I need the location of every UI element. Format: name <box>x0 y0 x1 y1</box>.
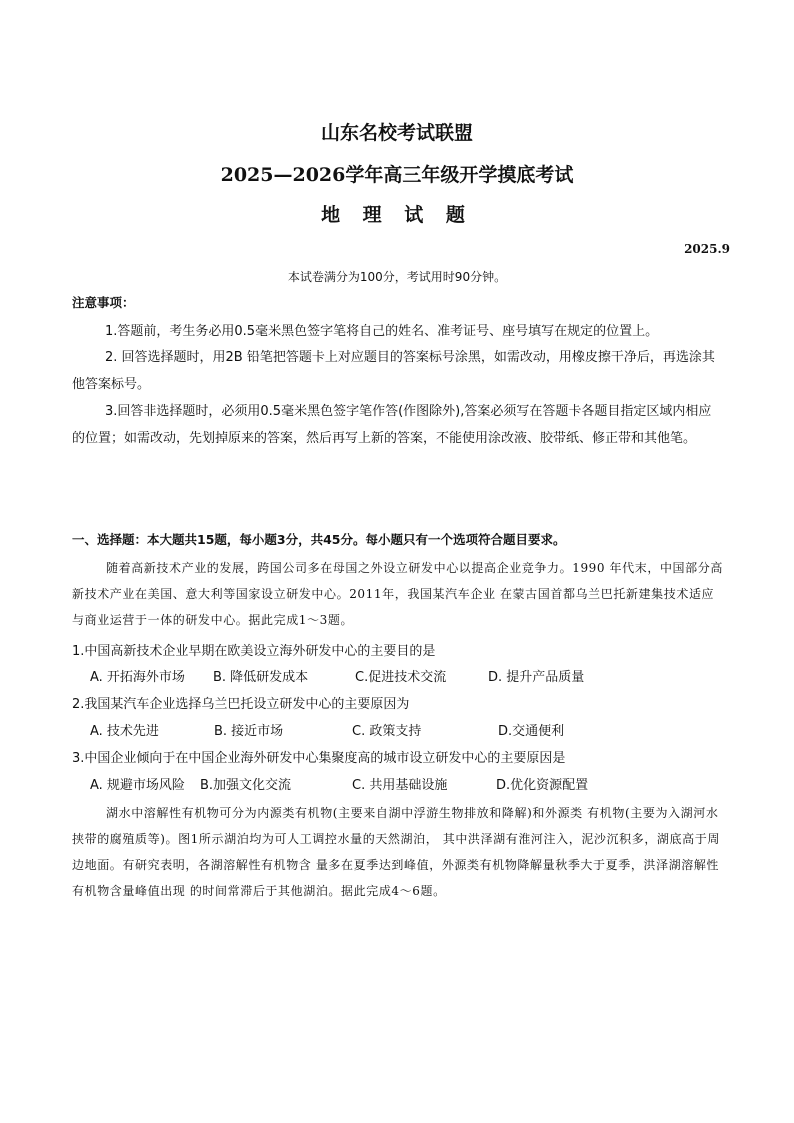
org-title: 山东名校考试联盟 <box>320 122 473 144</box>
q2-option-c: C. 政策支持 <box>352 724 422 739</box>
q3-option-d: D.优化资源配置 <box>496 778 589 793</box>
question-1-options <box>90 666 730 686</box>
q2-option-b: B. 接近市场 <box>214 724 284 739</box>
q1-option-b: B. 降低研发成本 <box>213 670 309 685</box>
section-title: 一、选择题：本大题共15题，每小题3分，共45分。每小题只有一个选项符合题目要求。 <box>72 532 566 547</box>
notice-item-3: 3.回答非选择题时，必须用0.5毫米黑色签字笔作答(作图除外),答案必须写在答题卡各题目指定区域内相应的位置；如需改动，先划掉原来的答案，然后再写上新的答案，不能使用涂改液、胶带纸、修正带和其他笔。 <box>72 404 712 446</box>
passage-1: 随着高新技术产业的发展，跨国公司多在母国之外设立研发中心以提高企业竞争力。1990 年代末，中国部分高新技术产业在美国、意大利等国家设立研发中心。2011年，我国某汽车企业 在蒙古国首都乌兰巴托新建集技术适应与商业运营于一体的研发中心。据此完成1～3题。 <box>72 561 723 627</box>
subject-title: 地 理 试 题 <box>321 204 473 226</box>
notice-item-2: 2. 回答选择题时，用2B 铅笔把答题卡上对应题目的答案标号涂黑，如需改动，用橡皮擦干净后，再选涂其他答案标号。 <box>72 350 715 392</box>
exam-title: 2025—2026学年高三年级开学摸底考试 <box>220 164 574 186</box>
question-2-options <box>90 720 730 740</box>
exam-info: 本试卷满分为100分，考试用时90分钟。 <box>287 270 507 284</box>
q2-option-d: D.交通便利 <box>498 724 565 739</box>
question-3-stem: 3.中国企业倾向于在中国企业海外研发中心集聚度高的城市设立研发中心的主要原因是 <box>72 751 566 766</box>
q1-option-c: C.促进技术交流 <box>355 670 447 685</box>
q3-option-b: B.加强文化交流 <box>200 778 292 793</box>
notice-heading: 注意事项： <box>72 295 135 310</box>
question-1-stem: 1.中国高新技术企业早期在欧美设立海外研发中心的主要目的是 <box>72 644 436 659</box>
question-3-options <box>90 774 730 794</box>
exam-date: 2025.9 <box>684 242 730 256</box>
notice-item-1: 1.答题前，考生务必用0.5毫米黑色签字笔将自己的姓名、准考证号、座号填写在规定的位置上。 <box>105 324 659 339</box>
q2-option-a: A. 技术先进 <box>90 724 159 739</box>
q3-option-c: C. 共用基础设施 <box>352 778 448 793</box>
q1-option-d: D. 提升产品质量 <box>488 670 585 685</box>
q1-option-a: A. 开拓海外市场 <box>90 670 185 685</box>
passage-2: 湖水中溶解性有机物可分为内源类有机物(主要来自湖中浮游生物排放和降解)和外源类 有机物(主要为入湖河水挟带的腐殖质等)。图1所示湖泊均为可人工调控水量的天然湖泊， 其中洪泽湖有淮河注入，泥沙沉积多，湖底高于周边地面。有研究表明，各湖溶解性有机物含 量多在夏季达到峰值，外源类有机物降解量秋季大于夏季，洪泽湖溶解性有机物含量峰值出现 的时间常滞后于其他湖泊。据此完成4～6题。 <box>72 806 720 898</box>
question-2-stem: 2.我国某汽车企业选择乌兰巴托设立研发中心的主要原因为 <box>72 697 410 712</box>
q3-option-a: A. 规避市场风险 <box>90 778 185 793</box>
